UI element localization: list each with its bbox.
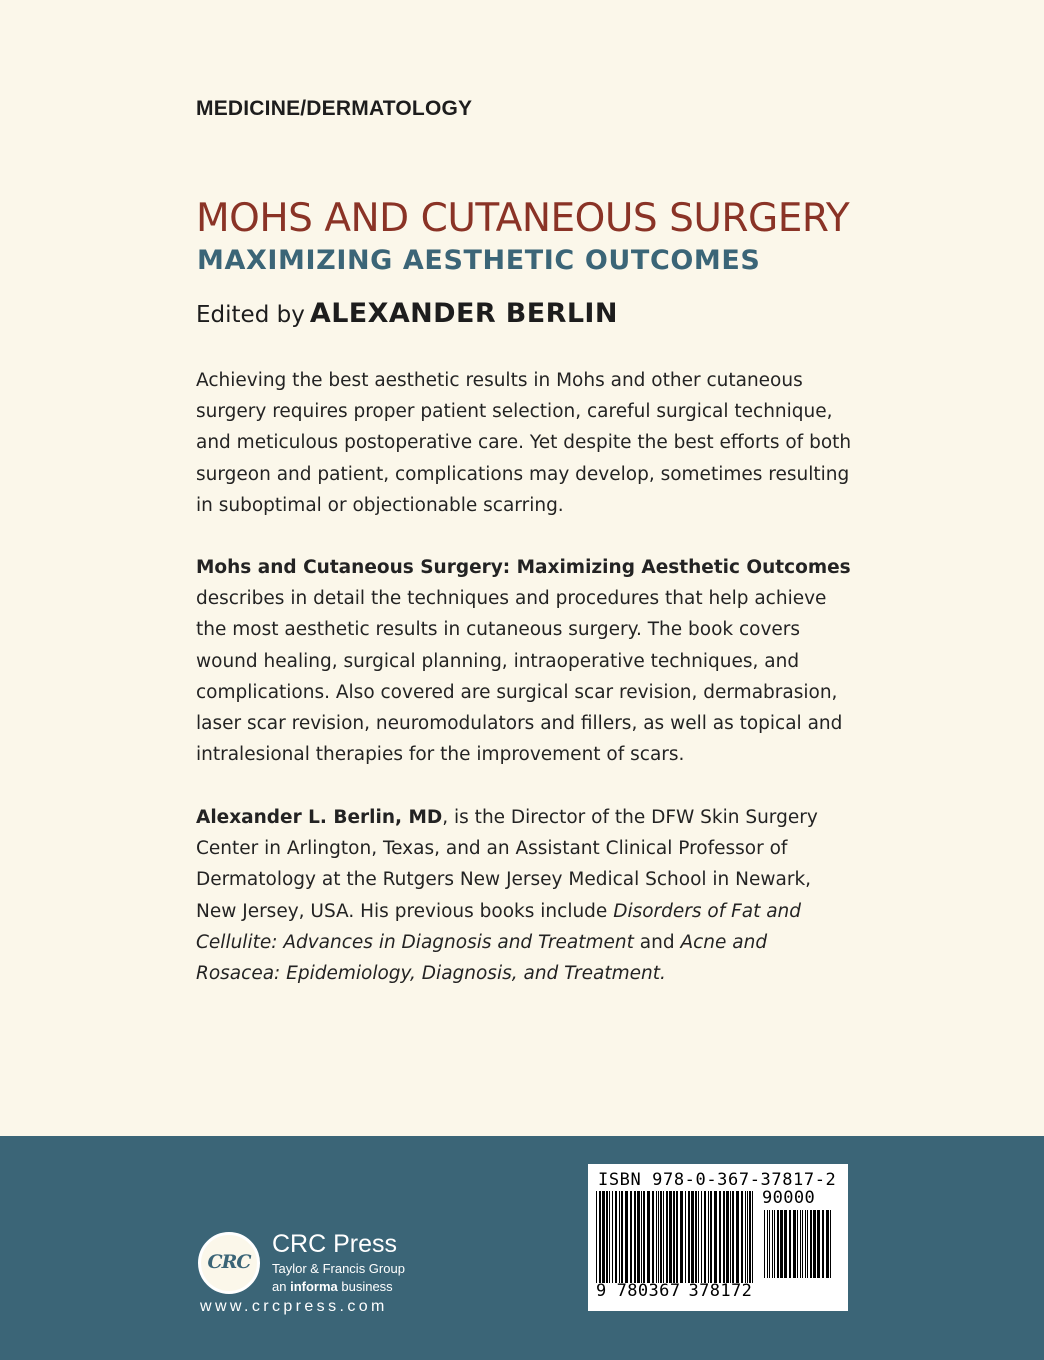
- publisher-informa-line: [272, 1279, 393, 1294]
- publisher-name: CRC Press: [272, 1230, 398, 1258]
- barcode-bar: [764, 1210, 765, 1278]
- isbn-barcode: [588, 1164, 848, 1311]
- author-name: Alexander L. Berlin, MD: [196, 807, 443, 828]
- barcode-bar: [807, 1210, 808, 1278]
- text-line: complications. Also covered are surgical scar revision, dermabrasion,: [196, 681, 838, 703]
- barcode-bar: [747, 1191, 748, 1283]
- barcode-bar: [685, 1191, 686, 1283]
- barcode-bar: [606, 1191, 608, 1283]
- barcode-bar: [676, 1191, 678, 1283]
- barcode-bar: [723, 1191, 725, 1283]
- text-line: intralesional therapies for the improvement of scars.: [196, 744, 685, 766]
- barcode-bar: [813, 1210, 816, 1278]
- text-line: surgery requires proper patient selection, careful surgical technique,: [196, 401, 833, 423]
- barcode-bar: [774, 1210, 775, 1278]
- barcode-bar: [793, 1210, 796, 1278]
- barcode-bar: [658, 1191, 659, 1283]
- barcode-bar: [704, 1191, 706, 1283]
- barcode-bar: [612, 1191, 613, 1283]
- text-line: wound healing, surgical planning, intraoperative techniques, and: [196, 650, 800, 672]
- barcode-bar: [630, 1191, 632, 1283]
- ean-group-1: 780367: [616, 1281, 681, 1301]
- barcode-bar: [596, 1191, 597, 1283]
- book-title-bold: Mohs and Cutaneous Surgery: Maximizing Aesthetic Outcomes: [196, 557, 851, 578]
- barcode-bar: [660, 1191, 662, 1283]
- editor-name: ALEXANDER BERLIN: [309, 298, 618, 329]
- barcode-bar: [647, 1191, 650, 1283]
- barcode-bar: [830, 1210, 831, 1278]
- author-bio-paragraph: [196, 802, 856, 989]
- previous-book-title: Disorders of Fat and: [613, 900, 802, 922]
- ean-group-2: 378172: [688, 1281, 753, 1301]
- barcode-bar: [698, 1191, 699, 1283]
- crc-logo-icon: [198, 1232, 260, 1294]
- barcode-bar: [625, 1191, 628, 1283]
- barcode-bar: [730, 1191, 731, 1283]
- barcode-bar: [769, 1210, 770, 1278]
- barcode-bar: [643, 1191, 645, 1283]
- ean-first-digit: 9: [596, 1281, 607, 1301]
- barcode-bar: [826, 1210, 829, 1278]
- barcode-bar: [772, 1210, 773, 1278]
- isbn-text: ISBN 978-0-367-37817-2: [598, 1170, 837, 1190]
- barcode-bar: [695, 1191, 697, 1283]
- barcode-bar: [817, 1210, 820, 1278]
- previous-book-title: Acne and: [680, 931, 768, 953]
- book-title: MOHS AND CUTANEOUS SURGERY: [196, 196, 850, 241]
- barcode-bar: [732, 1191, 734, 1283]
- barcode-bar: [810, 1210, 812, 1278]
- barcode-bar: [719, 1191, 721, 1283]
- informa-brand: informa: [290, 1279, 338, 1294]
- barcode-bar: [656, 1191, 657, 1283]
- barcode-bar: [805, 1210, 806, 1278]
- publisher-band: [0, 1136, 1044, 1360]
- barcode-bar: [789, 1210, 791, 1278]
- addon-barcode-bars: [764, 1210, 836, 1278]
- editor-line: [196, 298, 618, 329]
- barcode-bar: [691, 1191, 694, 1283]
- barcode-bar: [741, 1191, 743, 1283]
- text-line: [196, 802, 856, 833]
- barcode-bar: [637, 1191, 640, 1283]
- barcode-bar: [688, 1191, 690, 1283]
- barcode-bar: [710, 1191, 712, 1283]
- text-line: in suboptimal or objectionable scarring.: [196, 494, 564, 516]
- price-addon-text: 90000: [762, 1188, 816, 1208]
- barcode-bar: [609, 1191, 610, 1283]
- text-line: describes in detail the techniques and procedures that help achieve: [196, 588, 827, 610]
- barcode-bar: [780, 1210, 783, 1278]
- barcode-bar: [669, 1191, 672, 1283]
- text-fragment: an: [272, 1279, 291, 1294]
- barcode-bar: [599, 1191, 601, 1283]
- barcode-bar: [602, 1191, 605, 1283]
- text-line: [196, 896, 856, 927]
- barcode-bar: [619, 1191, 620, 1283]
- text-line: Center in Arlington, Texas, and an Assistant Clinical Professor of: [196, 838, 788, 860]
- text-line: Dermatology at the Rutgers New Jersey Medical School in Newark,: [196, 869, 812, 891]
- barcode-bar: [822, 1210, 824, 1278]
- barcode-bar: [680, 1191, 683, 1283]
- barcode-bar: [663, 1191, 664, 1283]
- barcode-bar: [641, 1191, 642, 1283]
- text-fragment: and: [633, 931, 681, 953]
- text-line: and meticulous postoperative care. Yet despite the best efforts of both: [196, 432, 852, 454]
- barcode-bar: [652, 1191, 654, 1283]
- barcode-bar: [621, 1191, 623, 1283]
- text-line: the most aesthetic results in cutaneous surgery. The book covers: [196, 619, 801, 641]
- previous-book-title: Rosacea: Epidemiology, Diagnosis, and Treatment.: [196, 963, 666, 985]
- barcode-bar: [736, 1191, 739, 1283]
- barcode-bar: [666, 1191, 668, 1283]
- barcode-bar: [802, 1210, 803, 1278]
- barcode-bar: [701, 1191, 702, 1283]
- barcode-bar: [749, 1191, 751, 1283]
- publisher-group: Taylor & Francis Group: [272, 1261, 405, 1276]
- barcode-bar: [634, 1191, 636, 1283]
- category-label: MEDICINE/DERMATOLOGY: [196, 97, 473, 120]
- ean-digits: [596, 1281, 752, 1301]
- barcode-bar: [797, 1210, 798, 1278]
- barcode-bar: [752, 1191, 753, 1283]
- barcode-bar: [800, 1210, 801, 1278]
- publisher-url: www.crcpress.com: [200, 1298, 388, 1315]
- text-fragment: New Jersey, USA. His previous books include: [196, 900, 614, 922]
- text-line: surgeon and patient, complications may develop, sometimes resulting: [196, 463, 850, 485]
- barcode-bar: [708, 1191, 709, 1283]
- previous-book-title: Cellulite: Advances in Diagnosis and Treatment: [196, 931, 634, 953]
- barcode-bar: [767, 1210, 768, 1278]
- description-paragraph-1: [196, 365, 856, 521]
- editor-prefix: Edited by: [196, 302, 305, 328]
- barcode-bar: [726, 1191, 729, 1283]
- description-paragraph-2: [196, 552, 856, 770]
- barcode-bar: [714, 1191, 717, 1283]
- text-line: Achieving the best aesthetic results in Mohs and other cutaneous: [196, 370, 803, 391]
- crc-logo-text: CRC: [207, 1251, 251, 1273]
- barcode-bars: [596, 1191, 756, 1285]
- barcode-bar: [784, 1210, 787, 1278]
- text-line: [196, 927, 856, 958]
- barcode-bar: [745, 1191, 746, 1283]
- text-fragment: business: [337, 1279, 393, 1294]
- barcode-bar: [777, 1210, 779, 1278]
- book-subtitle: MAXIMIZING AESTHETIC OUTCOMES: [197, 245, 761, 276]
- barcode-bar: [615, 1191, 617, 1283]
- text-line: laser scar revision, neuromodulators and fillers, as well as topical and: [196, 713, 843, 735]
- text-fragment: , is the Director of the DFW Skin Surgery: [442, 807, 818, 828]
- barcode-bar: [673, 1191, 675, 1283]
